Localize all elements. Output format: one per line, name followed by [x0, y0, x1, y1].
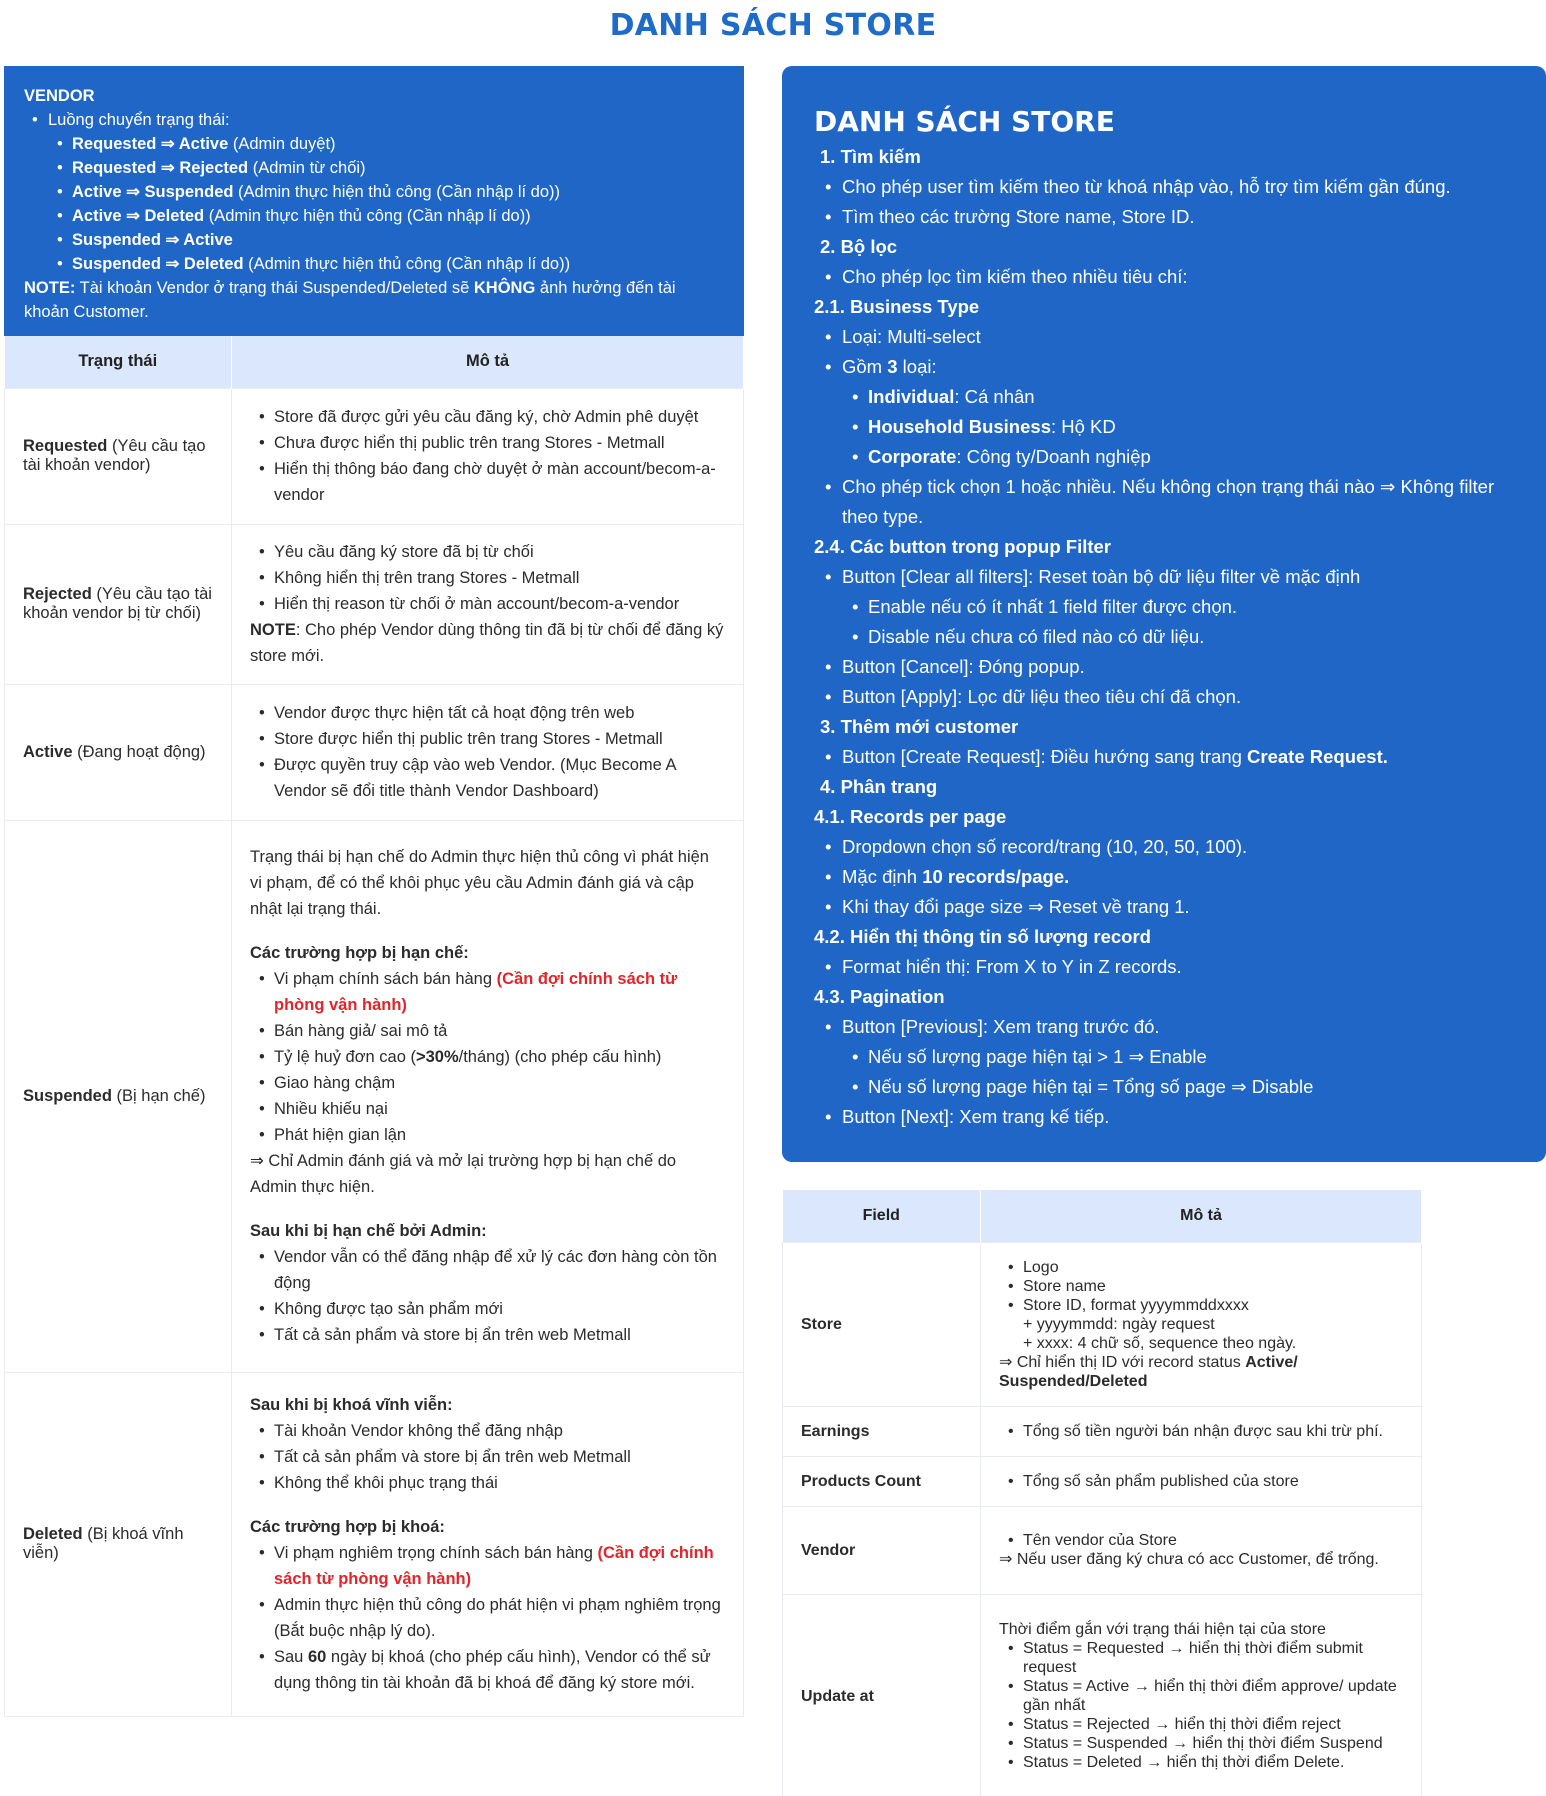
- list-item: • Logo: [999, 1258, 1403, 1277]
- status-suspended-desc: [232, 820, 744, 1372]
- suspended-intro: Trạng thái bị hạn chế do Admin thực hiện thủ công vì phát hiện vi phạm, để có thể khôi phục yêu cầu Admin đánh giá và cập nhật lại trạng thái.: [250, 848, 709, 918]
- field-vendor-desc: [981, 1506, 1422, 1594]
- field-products-count: Products Count: [783, 1456, 981, 1506]
- suspended-conclusion: ⇒ Chỉ Admin đánh giá và mở lại trường hợp bị hạn chế do Admin thực hiện.: [250, 1152, 677, 1196]
- section-filter-buttons: 2.4. Các button trong popup Filter: [814, 536, 1112, 557]
- field-earnings-desc: [981, 1406, 1422, 1456]
- list-item: • Tất cả sản phẩm và store bị ẩn trên web Metmall: [250, 1322, 725, 1348]
- list-item: • Gồm 3 loại:: [814, 352, 1514, 382]
- list-item: • Corporate: Công ty/Doanh nghiệp: [814, 442, 1514, 472]
- header-status: Trạng thái: [5, 336, 232, 388]
- list-item: • Status = Active → hiển thị thời điểm approve/ update gần nhất: [999, 1677, 1403, 1715]
- page-title: DANH SÁCH STORE: [609, 8, 937, 43]
- field-update-at: Update at: [783, 1594, 981, 1796]
- list-item: • Cho phép user tìm kiếm theo từ khoá nhập vào, hỗ trợ tìm kiếm gần đúng.: [814, 172, 1514, 202]
- list-item: • Tổng số tiền người bán nhận được sau khi trừ phí.: [999, 1422, 1403, 1441]
- update-intro: Thời điểm gắn với trạng thái hiện tại của store: [999, 1621, 1326, 1638]
- store-sub: + xxxx: 4 chữ số, sequence theo ngày.: [1023, 1334, 1297, 1352]
- list-item: • Button [Apply]: Lọc dữ liệu theo tiêu chí đã chọn.: [814, 682, 1514, 712]
- transition-item: • Suspended ⇒ Deleted (Admin thực hiện thủ công (Cần nhập lí do)): [24, 252, 724, 276]
- status-requested: Requested (Yêu cầu tạo tài khoản vendor): [5, 388, 232, 524]
- list-item: • Button [Next]: Xem trang kế tiếp.: [814, 1102, 1514, 1132]
- status-table: [4, 336, 744, 1717]
- list-item: • Status = Rejected → hiển thị thời điểm reject: [999, 1715, 1403, 1734]
- list-item: • Khi thay đổi page size ⇒ Reset về trang 1.: [814, 892, 1514, 922]
- list-item: • Enable nếu có ít nhất 1 field filter được chọn.: [814, 592, 1514, 622]
- vendor-heading: VENDOR: [24, 87, 95, 105]
- list-item: • Store name: [999, 1277, 1403, 1296]
- list-item: • Status = Suspended → hiển thị thời điểm Suspend: [999, 1734, 1403, 1753]
- flow-label: • Luồng chuyển trạng thái:: [24, 108, 724, 132]
- section-paging: 4. Phân trang: [820, 776, 938, 797]
- status-suspended: Suspended (Bị hạn chế): [5, 820, 232, 1372]
- list-item: • Button [Cancel]: Đóng popup.: [814, 652, 1514, 682]
- list-item: • Giao hàng chậm: [250, 1070, 725, 1096]
- status-rejected-desc: [232, 524, 744, 684]
- list-item: • Button [Previous]: Xem trang trước đó.: [814, 1012, 1514, 1042]
- vendor-note: ⇒ Nếu user đăng ký chưa có acc Customer, để trống.: [999, 1551, 1379, 1568]
- vendor-flow-box: [4, 66, 744, 336]
- table-row: [783, 1406, 1422, 1456]
- status-deleted-desc: [232, 1372, 744, 1716]
- list-item: • Nếu số lượng page hiện tại = Tổng số page ⇒ Disable: [814, 1072, 1514, 1102]
- status-rejected: Rejected (Yêu cầu tạo tài khoản vendor bị từ chối): [5, 524, 232, 684]
- list-item: • Button [Clear all filters]: Reset toàn bộ dữ liệu filter về mặc định: [814, 562, 1514, 592]
- store-sub: + yyyymmdd: ngày request: [1023, 1315, 1215, 1333]
- list-item: • Household Business: Hộ KD: [814, 412, 1514, 442]
- list-item: • Cho phép tick chọn 1 hoặc nhiều. Nếu không chọn trạng thái nào ⇒ Không filter theo type.: [814, 472, 1514, 532]
- section-records-per-page: 4.1. Records per page: [814, 806, 1007, 827]
- list-item: • Vi phạm nghiêm trọng chính sách bán hàng (Cần đợi chính sách từ phòng vận hành): [250, 1540, 725, 1592]
- list-item: • Tìm theo các trường Store name, Store ID.: [814, 202, 1514, 232]
- list-item: • Tài khoản Vendor không thể đăng nhập: [250, 1418, 725, 1444]
- header-description: Mô tả: [981, 1190, 1422, 1242]
- list-item: • Hiển thị reason từ chối ở màn account/becom-a-vendor: [250, 591, 725, 617]
- list-item: • Chưa được hiển thị public trên trang Stores - Metmall: [250, 430, 725, 456]
- list-item: • Loại: Multi-select: [814, 322, 1514, 352]
- field-vendor: Vendor: [783, 1506, 981, 1594]
- list-item: • Store đã được gửi yêu cầu đăng ký, chờ Admin phê duyệt: [250, 404, 725, 430]
- table-row: [5, 388, 744, 524]
- list-item: • Format hiển thị: From X to Y in Z records.: [814, 952, 1514, 982]
- table-row: [783, 1242, 1422, 1406]
- transition-item: • Active ⇒ Deleted (Admin thực hiện thủ công (Cần nhập lí do)): [24, 204, 724, 228]
- status-active: Active (Đang hoạt động): [5, 684, 232, 820]
- list-item: • Tổng số sản phẩm published của store: [999, 1472, 1403, 1491]
- field-store: Store: [783, 1242, 981, 1406]
- transition-item: • Requested ⇒ Active (Admin duyệt): [24, 132, 724, 156]
- field-store-desc: [981, 1242, 1422, 1406]
- list-item: • Không thể khôi phục trạng thái: [250, 1470, 725, 1496]
- deleted-cases-title: Các trường hợp bị khoá:: [250, 1518, 445, 1536]
- spec-panel: [782, 66, 1546, 1162]
- list-item: • Store ID, format yyyymmddxxxx: [999, 1296, 1403, 1315]
- section-search: 1. Tìm kiếm: [820, 146, 921, 167]
- transition-item: • Active ⇒ Suspended (Admin thực hiện thủ công (Cần nhập lí do)): [24, 180, 724, 204]
- transition-item: • Suspended ⇒ Active: [24, 228, 724, 252]
- status-active-desc: [232, 684, 744, 820]
- header-description: Mô tả: [232, 336, 744, 388]
- list-item: • Vi phạm chính sách bán hàng (Cần đợi chính sách từ phòng vận hành): [250, 966, 725, 1018]
- list-item: • Vendor vẫn có thể đăng nhập để xử lý các đơn hàng còn tồn động: [250, 1244, 725, 1296]
- header-field: Field: [783, 1190, 981, 1242]
- list-item: • Dropdown chọn số record/trang (10, 20, 50, 100).: [814, 832, 1514, 862]
- list-item: • Nếu số lượng page hiện tại > 1 ⇒ Enable: [814, 1042, 1514, 1072]
- list-item: • Phát hiện gian lận: [250, 1122, 725, 1148]
- section-filter: 2. Bộ lọc: [820, 236, 898, 257]
- list-item: • Bán hàng giả/ sai mô tả: [250, 1018, 725, 1044]
- list-item: • Status = Deleted → hiển thị thời điểm Delete.: [999, 1753, 1403, 1772]
- list-item: • Status = Requested → hiển thị thời điểm submit request: [999, 1639, 1403, 1677]
- section-record-info: 4.2. Hiển thị thông tin số lượng record: [814, 926, 1151, 947]
- panel-title: DANH SÁCH STORE: [814, 105, 1115, 138]
- table-row: [5, 1372, 744, 1716]
- table-row: [783, 1456, 1422, 1506]
- field-update-desc: [981, 1594, 1422, 1796]
- list-item: • Disable nếu chưa có filed nào có dữ liệu.: [814, 622, 1514, 652]
- vendor-note: NOTE: Tài khoản Vendor ở trạng thái Suspended/Deleted sẽ KHÔNG ảnh hưởng đến tài khoản Customer.: [24, 279, 676, 321]
- rejected-note: NOTE: Cho phép Vendor dùng thông tin đã bị từ chối để đăng ký store mới.: [250, 621, 724, 665]
- list-item: • Store được hiển thị public trên trang Stores - Metmall: [250, 726, 725, 752]
- section-business-type: 2.1. Business Type: [814, 296, 980, 317]
- list-item: • Button [Create Request]: Điều hướng sang trang Create Request.: [814, 742, 1514, 772]
- list-item: • Không hiển thị trên trang Stores - Metmall: [250, 565, 725, 591]
- list-item: • Tỷ lệ huỷ đơn cao (>30%/tháng) (cho phép cấu hình): [250, 1044, 725, 1070]
- list-item: • Admin thực hiện thủ công do phát hiện vi phạm nghiêm trọng (Bắt buộc nhập lý do).: [250, 1592, 725, 1644]
- deleted-after-title: Sau khi bị khoá vĩnh viễn:: [250, 1396, 453, 1414]
- table-row: [5, 684, 744, 820]
- table-row: [783, 1506, 1422, 1594]
- list-item: • Hiển thị thông báo đang chờ duyệt ở màn account/becom-a-vendor: [250, 456, 725, 508]
- suspended-after-title: Sau khi bị hạn chế bởi Admin:: [250, 1222, 487, 1240]
- field-table: [782, 1190, 1422, 1796]
- table-row: [783, 1594, 1422, 1796]
- list-item: • Vendor được thực hiện tất cả hoạt động trên web: [250, 700, 725, 726]
- list-item: • Individual: Cá nhân: [814, 382, 1514, 412]
- list-item: • Tất cả sản phẩm và store bị ẩn trên web Metmall: [250, 1444, 725, 1470]
- list-item: • Tên vendor của Store: [999, 1531, 1403, 1550]
- suspended-cases-title: Các trường hợp bị hạn chế:: [250, 944, 469, 962]
- list-item: • Được quyền truy cập vào web Vendor. (Mục Become A Vendor sẽ đổi title thành Vendor Dashboard): [250, 752, 725, 804]
- status-requested-desc: [232, 388, 744, 524]
- table-row: [5, 524, 744, 684]
- list-item: • Yêu cầu đăng ký store đã bị từ chối: [250, 539, 725, 565]
- store-note: ⇒ Chỉ hiển thị ID với record status Active/ Suspended/Deleted: [999, 1353, 1298, 1390]
- list-item: • Sau 60 ngày bị khoá (cho phép cấu hình), Vendor có thể sử dụng thông tin tài khoản đã bị khoá để đăng ký store mới.: [250, 1644, 725, 1696]
- field-earnings: Earnings: [783, 1406, 981, 1456]
- section-pagination: 4.3. Pagination: [814, 986, 945, 1007]
- list-item: • Cho phép lọc tìm kiếm theo nhiều tiêu chí:: [814, 262, 1514, 292]
- table-row: [5, 820, 744, 1372]
- list-item: • Mặc định 10 records/page.: [814, 862, 1514, 892]
- status-deleted: Deleted (Bị khoá vĩnh viễn): [5, 1372, 232, 1716]
- list-item: • Không được tạo sản phẩm mới: [250, 1296, 725, 1322]
- vendor-flow-list: [24, 108, 724, 276]
- field-products-desc: [981, 1456, 1422, 1506]
- list-item: • Nhiều khiếu nại: [250, 1096, 725, 1122]
- transition-item: • Requested ⇒ Rejected (Admin từ chối): [24, 156, 724, 180]
- section-add-customer: 3. Thêm mới customer: [820, 716, 1019, 737]
